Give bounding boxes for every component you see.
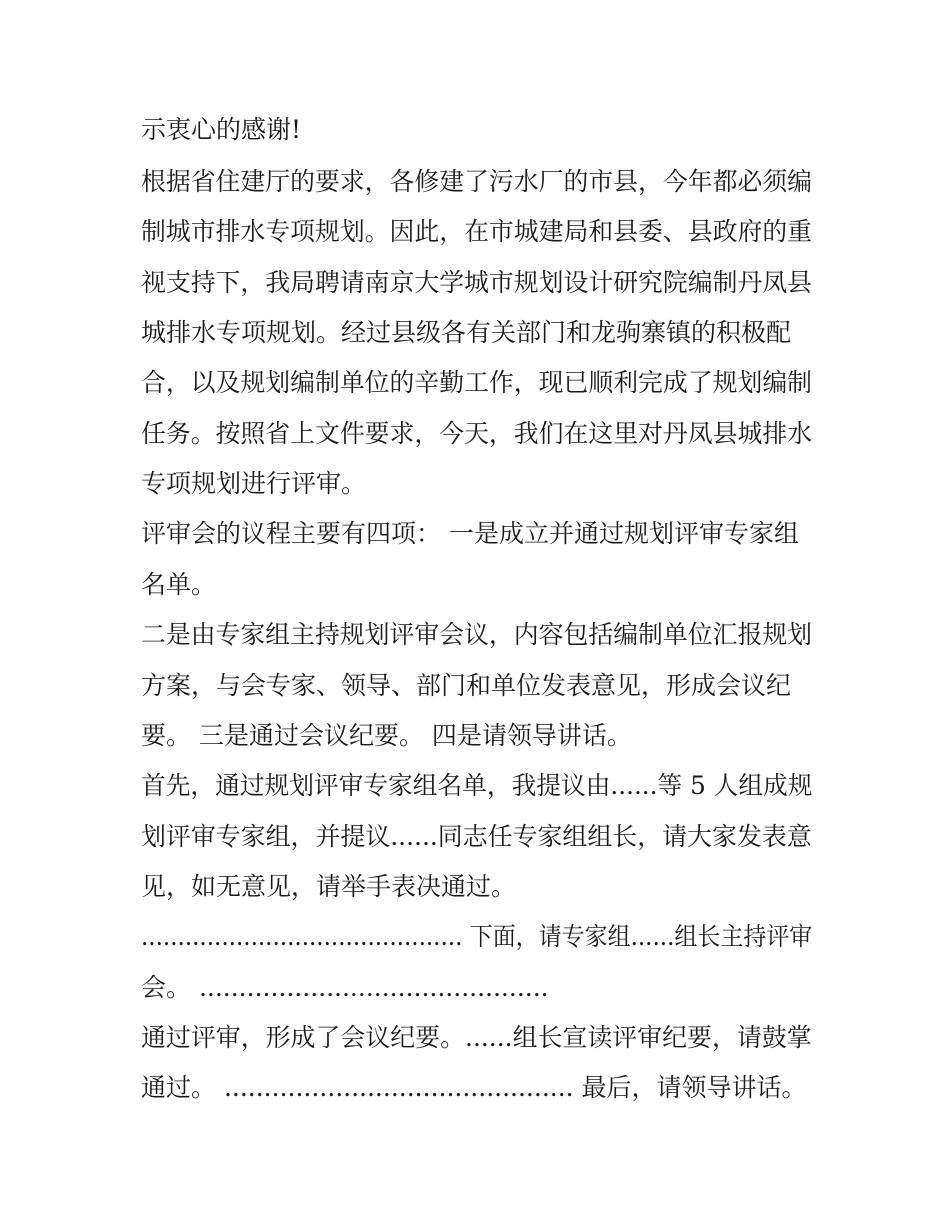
text-line: 合，以及规划编制单位的辛勤工作，现已顺利完成了规划编制	[141, 368, 813, 397]
text-line: 名单。	[141, 570, 217, 599]
text-line: 根据省住建厅的要求，各修建了污水厂的市县，今年都必须编	[141, 167, 813, 196]
text-line: 制城市排水专项规划。因此，在市城建局和县委、县政府的重	[141, 217, 813, 246]
text-line: 二是由专家组主持规划评审会议，内容包括编制单位汇报规划	[141, 620, 813, 649]
text-line: 要。 三是通过会议纪要。 四是请领导讲话。	[141, 721, 632, 750]
text-line: 见，如无意见，请举手表决通过。	[141, 872, 517, 901]
text-line: 评审会的议程主要有四项： 一是成立并通过规划评审专家组	[141, 519, 799, 548]
text-line: 会。 ............................................	[141, 973, 549, 1002]
text-line: 首先，通过规划评审专家组名单，我提议由......等 5 人组成规	[141, 771, 813, 800]
text-line: 通过评审，形成了会议纪要。......组长宣读评审纪要，请鼓掌	[141, 1023, 812, 1052]
text-line: 示衷心的感谢!	[141, 115, 302, 144]
text-line: 视支持下，我局聘请南京大学城市规划设计研究院编制丹凤县	[141, 268, 813, 297]
text-line: ............................................ 下面，请专家组......组长主持评审	[141, 922, 813, 951]
text-line: 任务。按照省上文件要求，今天，我们在这里对丹凤县城排水	[141, 419, 813, 448]
text-line: 通过。 ............................................ 最后，请领导讲话。	[141, 1073, 807, 1102]
text-line: 划评审专家组，并提议......同志任专家组组长，请大家发表意	[141, 822, 812, 851]
text-line: 专项规划进行评审。	[141, 469, 367, 498]
text-line: 方案，与会专家、领导、部门和单位发表意见，形成会议纪	[141, 671, 792, 700]
text-line: 城排水专项规划。经过县级各有关部门和龙驹寨镇的积极配	[141, 318, 792, 347]
